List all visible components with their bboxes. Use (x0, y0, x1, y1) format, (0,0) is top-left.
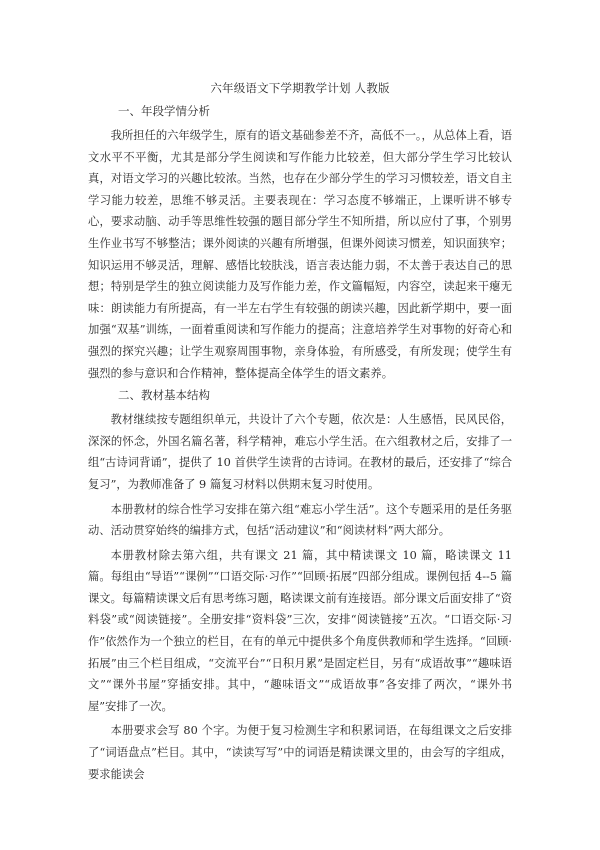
paragraph: 本册教材的综合性学习安排在第六组“难忘小学生活”。这个专题采用的是任务驱动、活动贯穿始终的编排方式，包括“活动建议”和“阅读材料”两大部分。 (88, 502, 512, 538)
paragraph: 我所担任的六年级学生，原有的语文基础参差不齐，高低不一。，从总体上看，语文水平不平衡，尤其是部分学生阅读和写作能力比较差，但大部分学生学习比较认真，对语文学习的兴趣比较浓。当然，也存在少部分学生的学习习惯较差，语文自主学习能力较差，思维不够灵活。主要表现在：学习态度不够端正，上课听讲不够专心，要求动脑、动手等思维性较强的题目部分学生不知所措，所以应付了事，个别男生作业书写不够整洁；课外阅读的兴趣有所增强，但课外阅读习惯差，知识面狭窄；知识运用不够灵活，理解、感悟比较肤浅，语言表达能力弱，不太善于表达自己的思想；特别是学生的独立阅读能力及写作能力差，作文篇幅短，内容空，读起来干瘪无味：朗读能力有所提高，有一半左右学生有较强的朗读兴趣，因此新学期中，要一面加强“双基”训练，一面着重阅读和写作能力的提高；注意培养学生对事物的好奇心和强烈的探究兴趣；让学生观察周围事物，亲身体验，有所感受，有所发现；使学生有强烈的参与意识和合作精神，整体提高全体学生的语文素养。 (88, 129, 512, 380)
document-title: 六年级语文下学期教学计划 人教版 (210, 81, 390, 95)
paragraph: 教材继续按专题组织单元，共设计了六个专题，依次是：人生感悟，民风民俗，深深的怀念，外国名篇名著，科学精神，难忘小学生活。在六组教材之后，安排了一组“古诗词背诵”，提供了 10 首供学生读背的古诗词。在教材的最后，还安排了“综合复习”，为教师准备了 9 篇复习材料以供期末复习时使用。 (88, 413, 512, 491)
section-heading-analysis: 一、年段学情分析 (118, 104, 210, 118)
section-heading-structure: 二、教材基本结构 (118, 388, 210, 403)
paragraph: 本册要求会写 80 个字。为便于复习检测生字和积累词语，在每组课文之后安排了“词语盘点”栏目。其中，“读读写写”中的词语是精读课文里的，由会写的字组成，要求能读会 (88, 724, 512, 781)
paragraph: 本册教材除去第六组，共有课文 21 篇，其中精读课文 10 篇，略读课文 11 篇。每组由“导语”“课例”“口语交际·习作”“回顾·拓展”四部分组成。课例包括 4--5 篇课文。每篇精读课文后有思考练习题，略读课文前有连接语。部分课文后面安排了“资料袋”或“阅读链接”。全册安排“资料袋”三次，安排“阅读链接”五次。“口语交际·习作”依然作为一个独立的栏目，在有的单元中提供多个角度供教师和学生选择。“回顾·拓展”由三个栏目组成，“交流平台”“日积月累”是固定栏目，另有“成语故事”“趣味语文”“课外书屋”穿插安排。其中，“趣味语文”“成语故事”各安排了两次，“课外书屋”安排了一次。 (88, 548, 513, 713)
